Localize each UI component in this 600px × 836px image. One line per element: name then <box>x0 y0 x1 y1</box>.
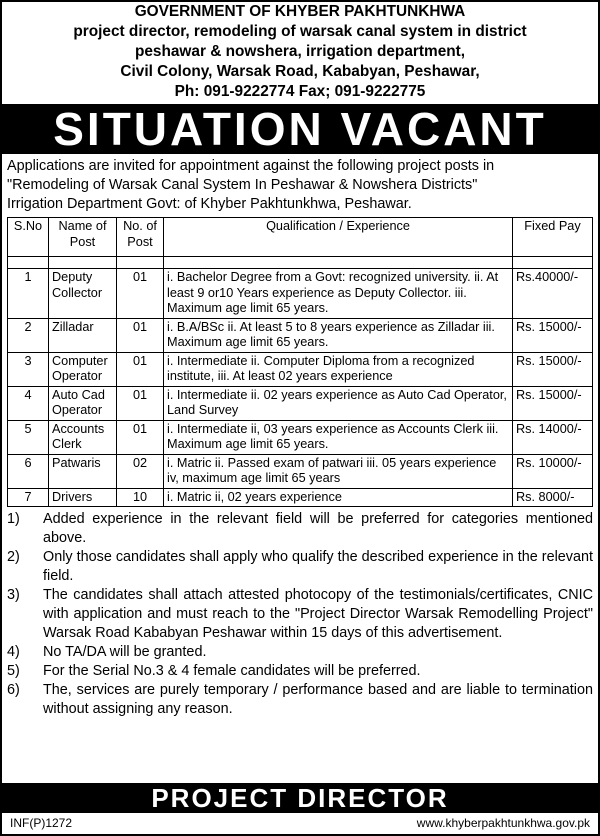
list-item <box>7 681 593 719</box>
row-sno: 2 <box>8 318 49 352</box>
row-post-name: Deputy Collector <box>49 269 117 319</box>
row-sno: 7 <box>8 488 49 507</box>
list-item-number: 5) <box>7 663 20 679</box>
list-item-number: 3) <box>7 587 20 603</box>
row-post-count: 01 <box>117 386 164 420</box>
header-department: peshawar & nowshera, irrigation department, <box>134 43 466 60</box>
col-header-pay: Fixed Pay <box>513 218 593 257</box>
header-project-director: project director, remodeling of warsak canal system in district <box>73 23 527 40</box>
row-qualification: i. Bachelor Degree from a Govt: recognized university. ii. At least 9 or10 Years experience as Deputy Collector. iii. Maximum age limit 65 years. <box>164 269 513 319</box>
list-item <box>7 586 593 643</box>
row-fixed-pay: Rs. 15000/- <box>513 352 593 386</box>
list-item <box>7 548 593 586</box>
row-sno: 1 <box>8 269 49 319</box>
table-header-row <box>8 218 593 257</box>
intro-line-1: Applications are invited for appointment against the following project posts in <box>7 158 495 174</box>
col-header-count: No. of Post <box>117 218 164 257</box>
row-post-name: Computer Operator <box>49 352 117 386</box>
list-item-number: 4) <box>7 644 20 660</box>
row-post-count: 02 <box>117 454 164 488</box>
row-post-name: Drivers <box>49 488 117 507</box>
row-fixed-pay: Rs. 15000/- <box>513 386 593 420</box>
list-item-text: The candidates shall attach attested photocopy of the testimonials/certificates, CNIC with application and must reach to the "Project Director Warsak Remodelling Project" Warsak Road Kababyan Peshawar within 15 days of this advertisement. <box>43 587 593 641</box>
row-qualification: i. Intermediate ii. Computer Diploma from a recognized institute, iii. At least 02 years experience <box>164 352 513 386</box>
intro-line-2: "Remodeling of Warsak Canal System In Peshawar & Nowshera Districts" <box>7 177 478 193</box>
row-sno: 3 <box>8 352 49 386</box>
list-item-text: The, services are purely temporary / performance based and are liable to termination without assigning any reason. <box>43 682 593 717</box>
list-item-number: 1) <box>7 511 20 527</box>
posts-table <box>7 217 593 507</box>
table-row <box>8 269 593 319</box>
intro-line-3: Irrigation Department Govt: of Khyber Pakhtunkhwa, Peshawar. <box>7 196 412 212</box>
list-item <box>7 510 593 548</box>
table-row <box>8 488 593 507</box>
row-sno: 5 <box>8 420 49 454</box>
table-row <box>8 454 593 488</box>
project-director-banner: PROJECT DIRECTOR <box>2 783 598 813</box>
row-fixed-pay: Rs. 15000/- <box>513 318 593 352</box>
header-address: Civil Colony, Warsak Road, Kababyan, Peshawar, <box>120 63 480 80</box>
table-spacer-row <box>8 257 593 269</box>
advertisement-code: INF(P)1272 <box>10 816 73 830</box>
list-item-text: No TA/DA will be granted. <box>43 644 207 660</box>
terms-list <box>7 510 593 719</box>
header <box>7 2 593 102</box>
website-url: www.khyberpakhtunkhwa.gov.pk <box>416 816 590 830</box>
row-post-name: Zilladar <box>49 318 117 352</box>
row-post-name: Accounts Clerk <box>49 420 117 454</box>
list-item <box>7 643 593 662</box>
table-row <box>8 352 593 386</box>
list-item <box>7 662 593 681</box>
row-post-name: Auto Cad Operator <box>49 386 117 420</box>
row-fixed-pay: Rs. 8000/- <box>513 488 593 507</box>
row-post-count: 10 <box>117 488 164 507</box>
row-qualification: i. Matric ii, 02 years experience <box>164 488 513 507</box>
table-row <box>8 386 593 420</box>
table-row <box>8 420 593 454</box>
col-header-sno: S.No <box>8 218 49 257</box>
row-fixed-pay: Rs.40000/- <box>513 269 593 319</box>
list-item-text: Added experience in the relevant field will be preferred for categories mentioned above. <box>43 511 593 546</box>
row-post-count: 01 <box>117 420 164 454</box>
situation-vacant-banner: SITUATION VACANT <box>2 104 598 154</box>
row-sno: 6 <box>8 454 49 488</box>
row-sno: 4 <box>8 386 49 420</box>
table-row <box>8 318 593 352</box>
row-fixed-pay: Rs. 10000/- <box>513 454 593 488</box>
row-post-count: 01 <box>117 318 164 352</box>
footer <box>10 815 590 831</box>
row-post-count: 01 <box>117 352 164 386</box>
list-item-text: Only those candidates shall apply who qualify the described experience in the relevant field. <box>43 549 593 584</box>
row-qualification: i. Intermediate ii. 02 years experience as Auto Cad Operator, Land Survey <box>164 386 513 420</box>
list-item-number: 2) <box>7 549 20 565</box>
header-government: GOVERNMENT OF KHYBER PAKHTUNKHWA <box>134 3 466 20</box>
intro-text <box>7 157 593 214</box>
row-qualification: i. Matric ii. Passed exam of patwari iii. 05 years experience iv, maximum age limit 65 years <box>164 454 513 488</box>
list-item-text: For the Serial No.3 & 4 female candidates will be preferred. <box>43 663 421 679</box>
col-header-qualification: Qualification / Experience <box>164 218 513 257</box>
list-item-number: 6) <box>7 682 20 698</box>
col-header-name: Name of Post <box>49 218 117 257</box>
row-post-count: 01 <box>117 269 164 319</box>
row-qualification: i. Intermediate ii, 03 years experience as Accounts Clerk iii. Maximum age limit 65 years. <box>164 420 513 454</box>
row-fixed-pay: Rs. 14000/- <box>513 420 593 454</box>
row-post-name: Patwaris <box>49 454 117 488</box>
row-qualification: i. B.A/BSc ii. At least 5 to 8 years experience as Zilladar iii. Maximum age limit 65 years. <box>164 318 513 352</box>
header-phone: Ph: 091-9222774 Fax; 091-9222775 <box>174 83 426 100</box>
